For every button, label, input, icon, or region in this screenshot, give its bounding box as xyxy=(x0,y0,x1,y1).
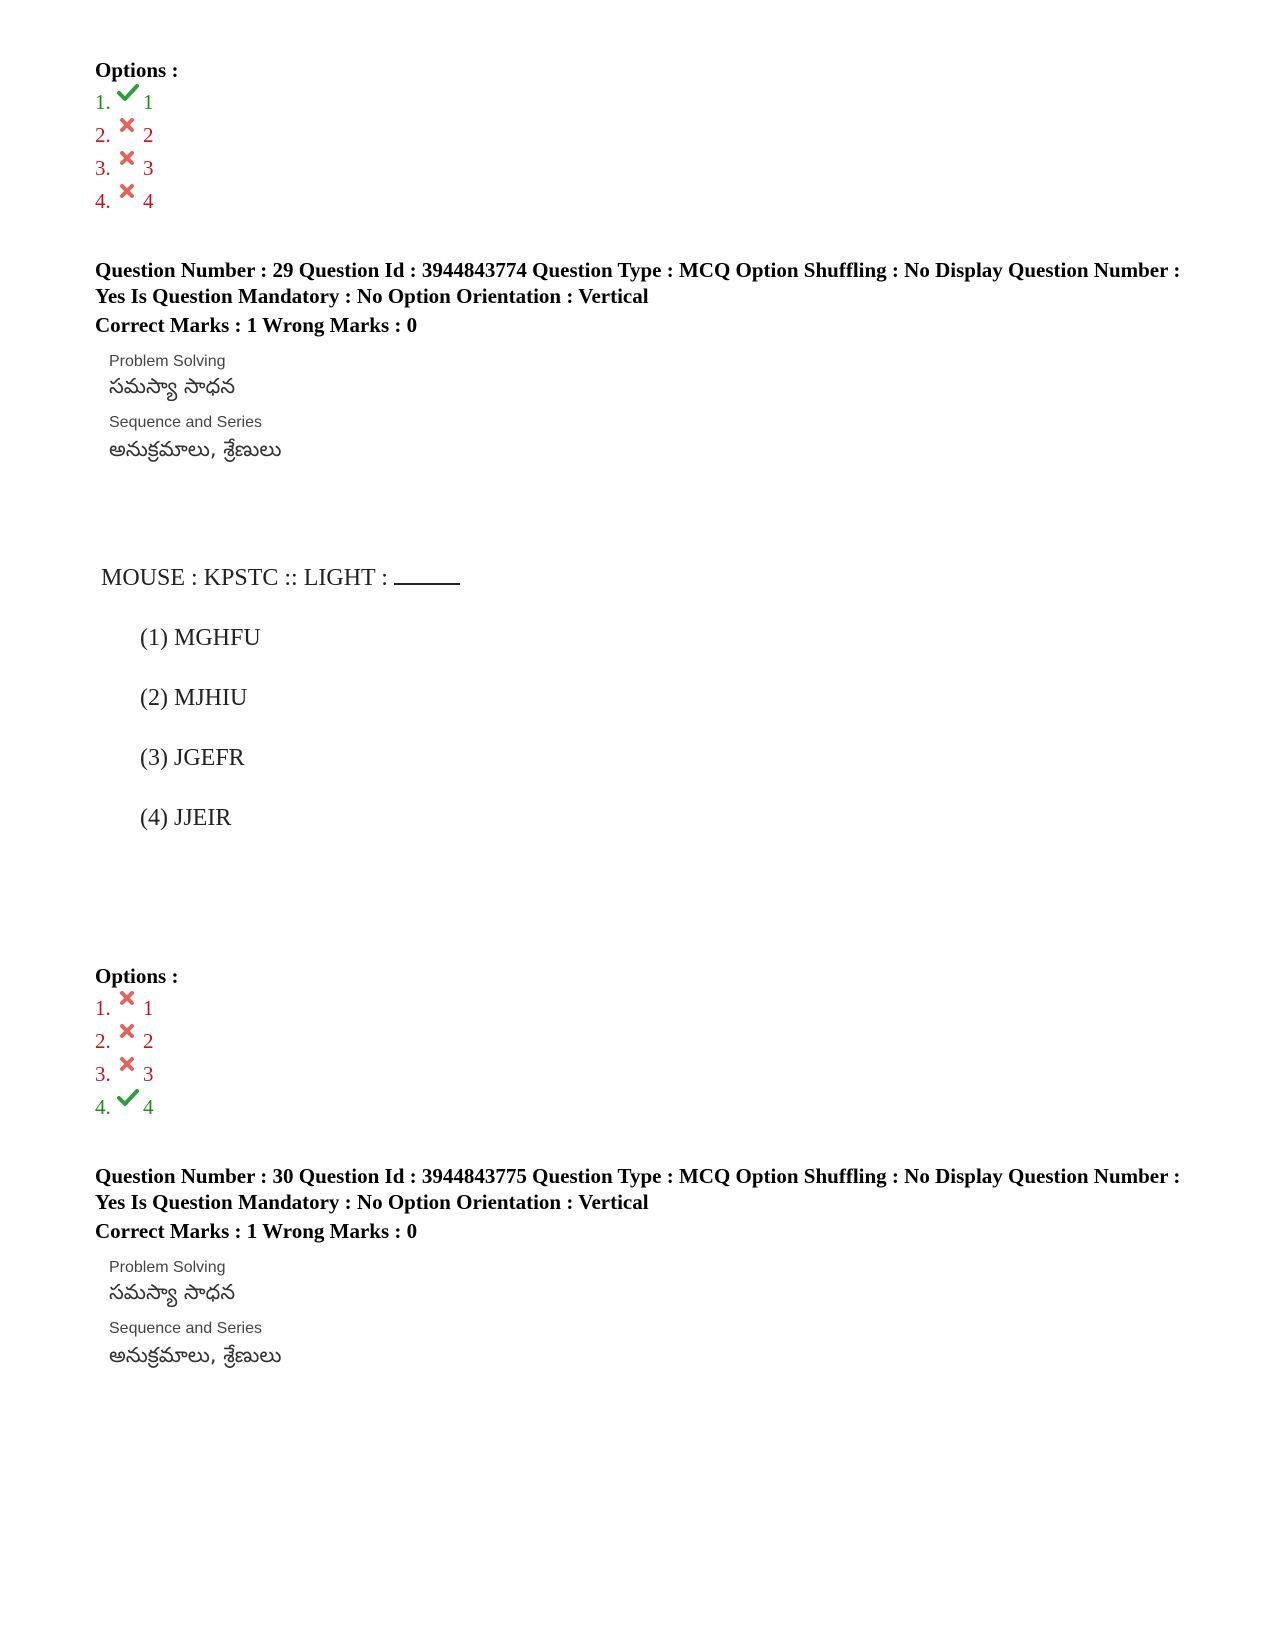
choice-3: (3) JGEFR xyxy=(140,745,245,771)
option-1 xyxy=(95,996,154,1020)
question-header: Question Number : 29 Question Id : 3944843774 Question Type : MCQ Option Shuffling : No Display Question Number : Yes Is Question Mandatory : No Option Orientation : Vertical xyxy=(95,258,1181,308)
option-number: 4. xyxy=(95,189,111,213)
cross-icon xyxy=(117,990,141,1010)
answer-blank xyxy=(394,565,460,585)
tag-sequence-series: Sequence and Series xyxy=(109,414,262,431)
option-value: 3 xyxy=(143,1062,154,1086)
tag-problem-solving-telugu: సమస్యా సాధన xyxy=(109,1280,236,1304)
option-number: 2. xyxy=(95,1029,111,1053)
option-3 xyxy=(95,156,154,180)
option-number: 3. xyxy=(95,156,111,180)
option-number: 1. xyxy=(95,996,111,1020)
option-value: 3 xyxy=(143,156,154,180)
choice-1: (1) MGHFU xyxy=(140,625,261,651)
options-label: Options : xyxy=(95,964,179,988)
cross-icon xyxy=(117,183,141,203)
tag-problem-solving-telugu: సమస్యా సాధన xyxy=(109,374,236,398)
option-value: 2 xyxy=(143,123,154,147)
check-icon xyxy=(117,1089,141,1109)
option-2 xyxy=(95,123,154,147)
choice-4: (4) JJEIR xyxy=(140,805,232,831)
check-icon xyxy=(117,84,141,104)
option-number: 4. xyxy=(95,1095,111,1119)
cross-icon xyxy=(117,1023,141,1043)
choice-2: (2) MJHIU xyxy=(140,685,248,711)
tag-sequence-series-telugu: అనుక్రమాలు, శ్రేణులు xyxy=(109,1343,282,1367)
option-3 xyxy=(95,1062,154,1086)
question-text xyxy=(101,564,460,592)
option-number: 1. xyxy=(95,90,111,114)
option-1 xyxy=(95,90,154,114)
option-value: 4 xyxy=(143,189,154,213)
tag-sequence-series-telugu: అనుక్రమాలు, శ్రేణులు xyxy=(109,437,282,461)
marks-line: Correct Marks : 1 Wrong Marks : 0 xyxy=(95,313,418,337)
option-2 xyxy=(95,1029,154,1053)
tag-problem-solving: Problem Solving xyxy=(109,353,226,370)
option-value: 4 xyxy=(143,1095,154,1119)
option-value: 2 xyxy=(143,1029,154,1053)
option-value: 1 xyxy=(143,90,154,114)
question-header: Question Number : 30 Question Id : 3944843775 Question Type : MCQ Option Shuffling : No Display Question Number : Yes Is Question Mandatory : No Option Orientation : Vertical xyxy=(95,1164,1181,1214)
option-number: 2. xyxy=(95,123,111,147)
options-label: Options : xyxy=(95,58,179,82)
option-4 xyxy=(95,189,154,213)
cross-icon xyxy=(117,150,141,170)
cross-icon xyxy=(117,1056,141,1076)
option-value: 1 xyxy=(143,996,154,1020)
marks-line: Correct Marks : 1 Wrong Marks : 0 xyxy=(95,1219,418,1243)
question-prompt: MOUSE : KPSTC :: LIGHT : xyxy=(101,565,388,591)
tag-sequence-series: Sequence and Series xyxy=(109,1320,262,1337)
tag-problem-solving: Problem Solving xyxy=(109,1259,226,1276)
option-number: 3. xyxy=(95,1062,111,1086)
cross-icon xyxy=(117,117,141,137)
option-4 xyxy=(95,1095,154,1119)
